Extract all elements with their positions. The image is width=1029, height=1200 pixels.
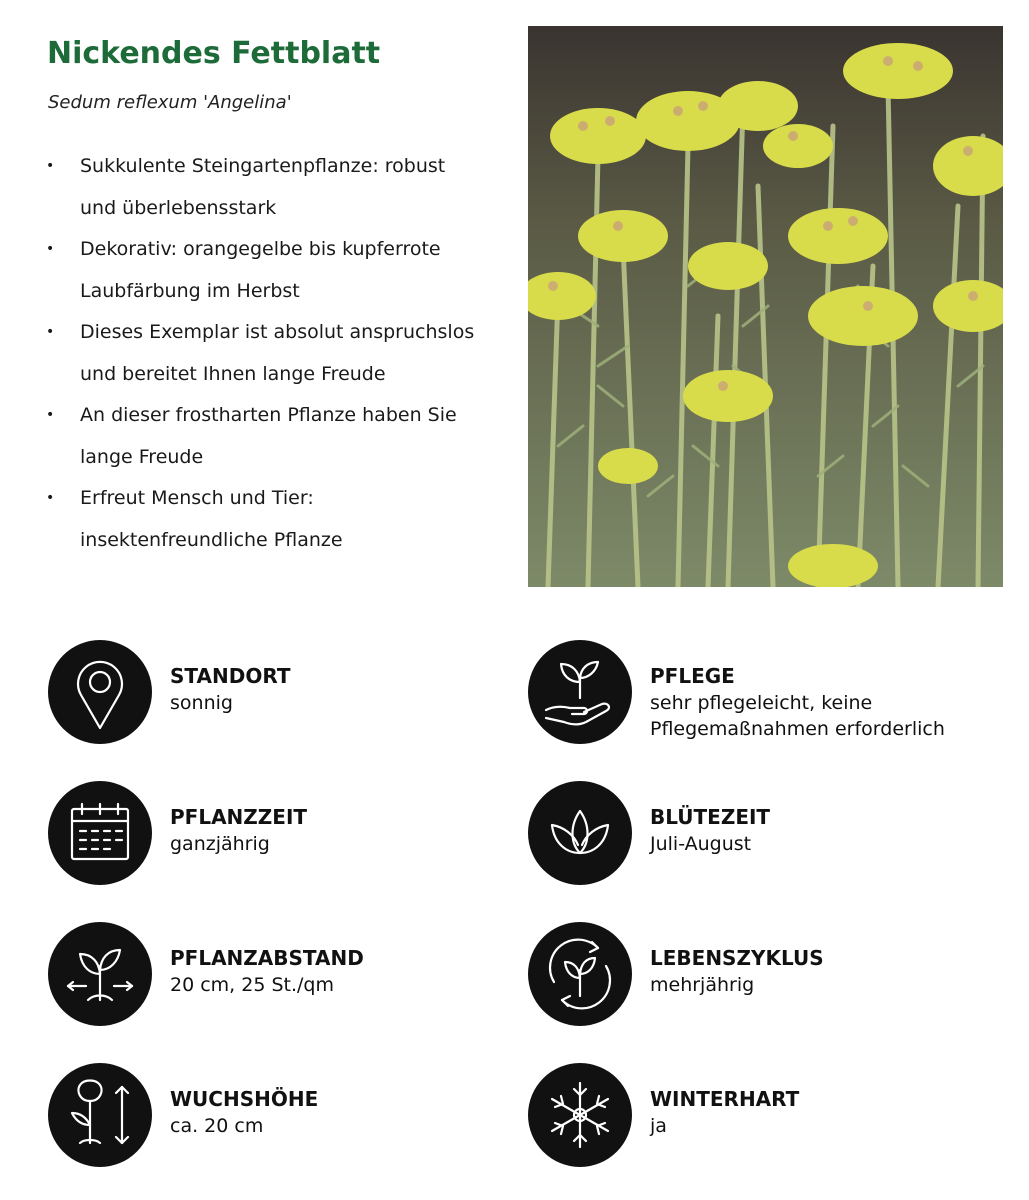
feature-value: ja xyxy=(650,1115,667,1137)
feature-label: STANDORT xyxy=(170,664,291,688)
calendar-icon xyxy=(48,781,152,885)
feature-standort xyxy=(48,640,508,746)
feature-label: WUCHSHÖHE xyxy=(170,1087,319,1111)
bullet-marker: • xyxy=(46,407,55,423)
bullet-text: Sukkulente Steingartenpflanze: robust und überlebensstark xyxy=(80,155,446,219)
hand-seedling-icon xyxy=(528,640,632,744)
feature-bluetezeit xyxy=(528,781,988,887)
bullet-item xyxy=(44,229,484,312)
bullet-text: Dieses Exemplar ist absolut anspruchslos und bereitet Ihnen lange Freude xyxy=(80,321,475,385)
feature-value: sonnig xyxy=(170,692,233,714)
bullet-text: Erfreut Mensch und Tier: insektenfreundliche Pflanze xyxy=(80,487,343,551)
plant-cycle-icon xyxy=(528,922,632,1026)
feature-pflanzabstand xyxy=(48,922,508,1028)
feature-value: Juli-August xyxy=(650,833,752,855)
feature-pflege xyxy=(528,640,988,746)
feature-label: BLÜTEZEIT xyxy=(650,805,771,829)
feature-value: ganzjährig xyxy=(170,833,270,855)
feature-value: mehrjährig xyxy=(650,974,755,996)
lotus-flower-icon xyxy=(528,781,632,885)
bullet-marker: • xyxy=(46,490,55,506)
bullet-item xyxy=(44,395,484,478)
page-title: Nickendes Fettblatt xyxy=(47,36,381,71)
feature-bullet-list xyxy=(44,146,484,561)
feature-value: sehr pflegeleicht, keine Pflegemaßnahmen erforderlich xyxy=(650,692,945,740)
bullet-text: An dieser frostharten Pflanze haben Sie lange Freude xyxy=(80,404,457,468)
bullet-item xyxy=(44,312,484,395)
bullet-item xyxy=(44,146,484,229)
bullet-marker: • xyxy=(46,241,55,257)
feature-label: WINTERHART xyxy=(650,1087,800,1111)
feature-label: LEBENSZYKLUS xyxy=(650,946,824,970)
botanical-name: Sedum reflexum 'Angelina' xyxy=(48,92,292,113)
snowflake-icon xyxy=(528,1063,632,1167)
feature-value: 20 cm, 25 St./qm xyxy=(170,974,334,996)
bullet-text: Dekorativ: orangegelbe bis kupferrote Laubfärbung im Herbst xyxy=(80,238,441,302)
feature-label: PFLANZABSTAND xyxy=(170,946,364,970)
plant-spacing-icon xyxy=(48,922,152,1026)
bullet-marker: • xyxy=(46,324,55,340)
feature-pflanzzeit xyxy=(48,781,508,887)
feature-wuchshoehe xyxy=(48,1063,508,1169)
feature-winterhart xyxy=(528,1063,988,1169)
feature-lebenszyklus xyxy=(528,922,988,1028)
bullet-marker: • xyxy=(46,158,55,174)
plant-height-icon xyxy=(48,1063,152,1167)
bullet-item xyxy=(44,478,484,561)
plant-photo xyxy=(528,26,1003,587)
feature-label: PFLANZZEIT xyxy=(170,805,308,829)
feature-value: ca. 20 cm xyxy=(170,1115,264,1137)
feature-label: PFLEGE xyxy=(650,664,735,688)
location-pin-icon xyxy=(48,640,152,744)
